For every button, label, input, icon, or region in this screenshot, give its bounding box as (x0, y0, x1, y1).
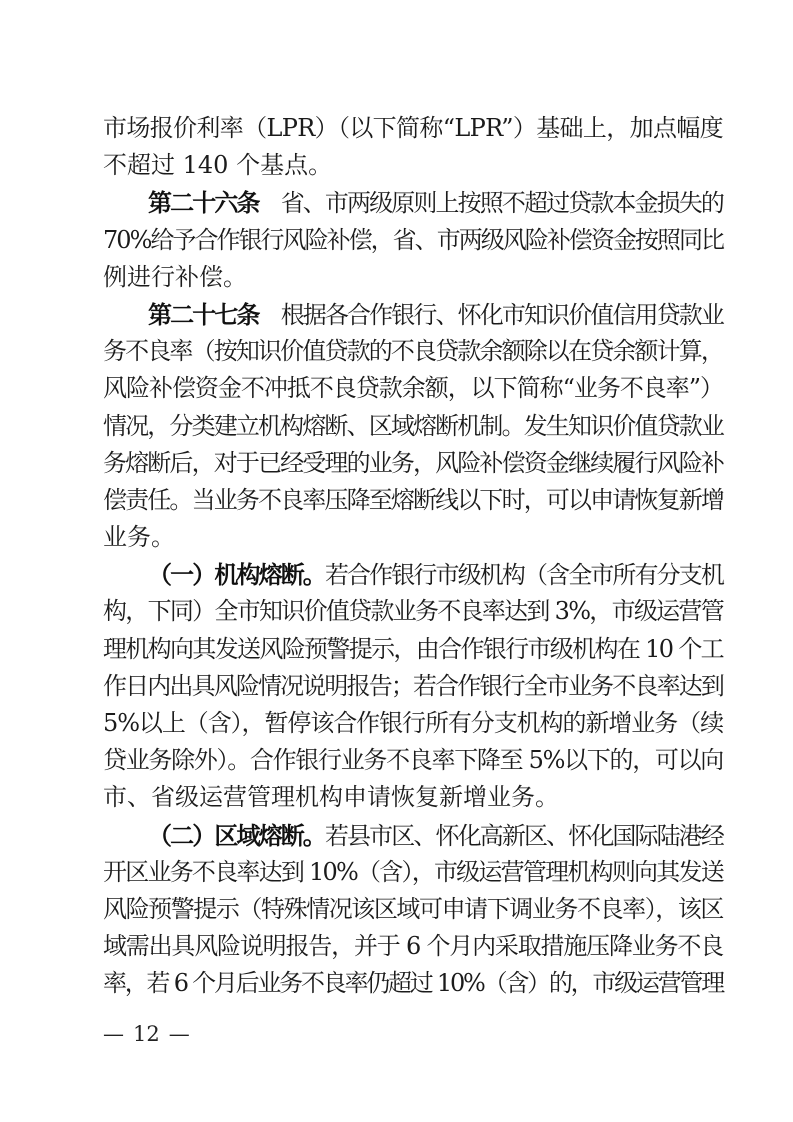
page-number-dash-left: — (103, 1022, 124, 1046)
text-line (103, 779, 723, 816)
text-line (103, 110, 723, 147)
text-line (103, 482, 723, 519)
text-line-content (103, 597, 723, 625)
text-line-content (103, 114, 723, 142)
text-segment: 不超过 140 个基点。 (103, 151, 333, 180)
text-segment: 偿责任。当业务不良率压降至熔断线以下时，可以申请恢复新增 (103, 485, 723, 514)
text-segment: 理机构向其发送风险预警提示，由合作银行市级机构在 10 个工 (103, 634, 723, 663)
text-line-content (103, 746, 723, 774)
document-body (103, 110, 723, 1003)
text-line-content (103, 412, 723, 440)
text-line-content (103, 374, 723, 402)
text-line (103, 854, 723, 891)
text-line-content (103, 635, 723, 663)
text-segment: 构，下同）全市知识价值贷款业务不良率达到 3%，市级运营管 (103, 597, 723, 626)
text-line-content (103, 337, 723, 365)
heading-segment: （一）机构熔断。 (148, 560, 325, 590)
text-line (103, 222, 723, 259)
heading-segment: 第二十六条 (148, 188, 259, 218)
text-segment: 贷业务除外）。合作银行业务不良率下降至 5%以下的，可以向 (103, 746, 723, 775)
text-line (103, 965, 723, 1002)
text-line (103, 445, 723, 482)
text-segment: 市、省级运营管理机构申请恢复新增业务。 (103, 783, 559, 812)
text-segment: 率，若 6 个月后业务不良率仍超过 10%（含）的，市级运营管理 (103, 969, 723, 998)
text-line (103, 519, 723, 556)
text-segment: 风险补偿资金不冲抵不良贷款余额，以下简称“业务不良率”） (103, 374, 723, 403)
text-line (103, 891, 723, 928)
text-segment: 务熔断后，对于已经受理的业务，风险补偿资金继续履行风险补 (103, 448, 723, 477)
text-line-content (103, 932, 723, 960)
text-line (103, 556, 723, 593)
text-line-content (103, 486, 723, 514)
text-segment: 情况，分类建立机构熔断、区域熔断机制。发生知识价值贷款业 (103, 411, 723, 440)
text-line (103, 184, 723, 221)
text-line (103, 668, 723, 705)
heading-segment: 第二十七条 (148, 299, 259, 329)
page-number (103, 1019, 190, 1049)
page-number-dash-right: — (168, 1022, 190, 1046)
text-line (103, 296, 723, 333)
text-line (103, 408, 723, 445)
text-line (103, 742, 723, 779)
text-line-content (103, 672, 723, 700)
text-line-content (148, 822, 723, 850)
text-line-content (103, 449, 723, 477)
text-line-content (103, 151, 332, 179)
text-segment: 风险预警提示（特殊情况该区域可申请下调业务不良率），该区 (103, 894, 723, 923)
text-segment: 70%给予合作银行风险补偿，省、市两级风险补偿资金按照同比 (103, 225, 723, 254)
text-segment: 作日内出具风险情况说明报告；若合作银行全市业务不良率达到 (103, 671, 723, 700)
text-line (103, 593, 723, 630)
text-line-content (103, 783, 559, 811)
text-line (103, 705, 723, 742)
text-line-content (103, 858, 723, 886)
text-line (103, 928, 723, 965)
text-line (103, 147, 723, 184)
text-line (103, 817, 723, 854)
text-segment: 5%以上（含），暂停该合作银行所有分支机构的新增业务（续 (103, 709, 723, 737)
text-segment: 务不良率（按知识价值贷款的不良贷款余额除以在贷余额计算， (103, 337, 723, 366)
text-line-content (148, 189, 723, 217)
text-segment: 若县市区、怀化高新区、怀化国际陆港经 (324, 821, 724, 850)
text-line-content (103, 895, 723, 923)
text-segment: 域需出具风险说明报告，并于 6 个月内采取措施压降业务不良 (103, 932, 723, 961)
text-segment: 若合作银行市级机构（含全市所有分支机 (324, 561, 724, 590)
text-line-content (103, 263, 247, 291)
text-line-content (103, 523, 175, 551)
text-line-content (103, 226, 723, 254)
text-segment: 省、市两级原则上按照不超过贷款本金损失的 (258, 189, 723, 218)
text-segment: 开区业务不良率达到 10%（含），市级运营管理机构则向其发送 (103, 857, 723, 886)
text-line (103, 631, 723, 668)
heading-segment: （二）区域熔断。 (148, 820, 325, 850)
text-segment: 业务。 (103, 523, 175, 552)
text-segment: 例进行补偿。 (103, 262, 247, 291)
text-line-content (148, 561, 723, 589)
text-line-content (103, 969, 723, 997)
text-segment: 根据各合作银行、怀化市知识价值信用贷款业 (258, 300, 723, 329)
text-line-content (148, 301, 723, 329)
page-number-value: 12 (133, 1022, 160, 1046)
text-line (103, 259, 723, 296)
text-line-content (103, 709, 723, 737)
text-line (103, 370, 723, 407)
text-line (103, 333, 723, 370)
text-segment: 市场报价利率（LPR）（以下简称“LPR”）基础上，加点幅度 (103, 114, 723, 142)
